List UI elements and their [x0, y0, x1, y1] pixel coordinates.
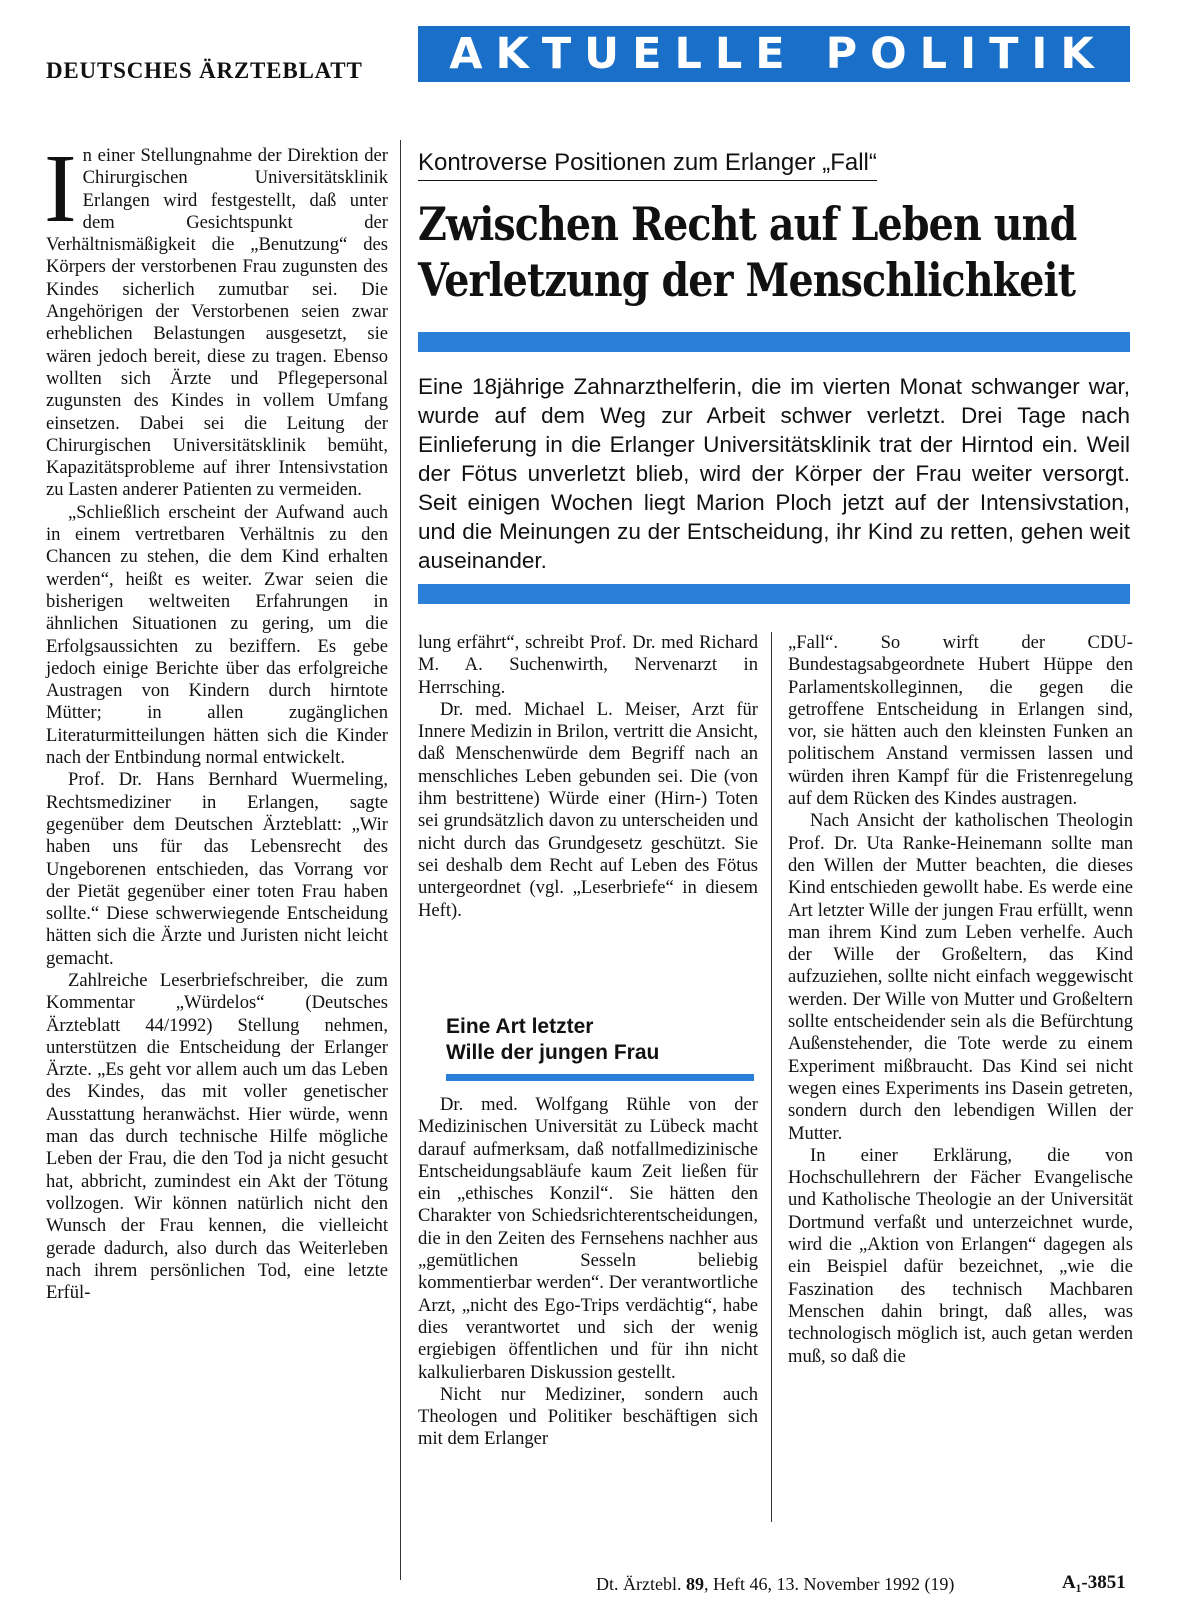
- headline-line: Verletzung der Menschlichkeit: [418, 253, 1076, 307]
- decorative-bar: [418, 332, 1130, 352]
- article-column-2-continued: [418, 1094, 758, 1451]
- decorative-bar: [418, 584, 1130, 604]
- subhead-line: Wille der jungen Frau: [446, 1041, 660, 1064]
- article-headline: [418, 196, 1140, 308]
- paragraph: Dr. med. Wolfgang Rühle von der Medizinischen Universität zu Lübeck macht darauf aufmerksam, daß notfallmedizinische Entscheidungsabläufe kaum Zeit ließen für ein „ethisches Konzil“. Sie hätten den Charakter von Schiedsrichterentscheidungen, die in den Zeiten des Fernsehens nachher aus „gemütlichen Sesseln beliebig kommentierbar werden“. Der verantwortliche Arzt, „nicht des Ego-Trips verdächtig“, habe dies verantwortet und sich der wenig ergiebigen öffentlichen und für ihn nicht kalkulierbaren Diskussion gestellt.: [418, 1094, 758, 1383]
- article-column-1: [44, 135, 388, 1304]
- article-column-3: [788, 632, 1133, 1368]
- citation-volume: 89: [685, 1574, 704, 1594]
- paragraph: „Fall“. So wirft der CDU-Bundestagsabgeordnete Hubert Hüppe den Parlamentskolleginnen, die gegen die getroffene Entscheidung in Erlangen sind, vor, sie hätten auch den kleinsten Funken an politischem Anstand vermissen lassen und würden ihren Kampf für die Fristenregelung auf dem Rücken des Kindes austragen.: [788, 632, 1133, 810]
- article-column-2: [418, 632, 758, 922]
- paragraph: Dr. med. Michael L. Meiser, Arzt für Innere Medizin in Brilon, vertritt die Ansicht, daß Menschenwürde dem Begriff nach an menschliches Leben gebunden sei. Die (von ihm bestrittene) Würde einer (Hirn-) Toten sei grundsätzlich davon zu unterscheiden und nicht durch das Grundgesetz geschützt. Sie sei deshalb dem Recht auf Leben des Fötus untergeordnet (vgl. „Leserbriefe“ in diesem Heft).: [418, 698, 758, 921]
- drop-cap: I: [44, 135, 77, 243]
- paragraph: In einer Stellungnahme der Direktion der Chirurgischen Universitätsklinik Erlangen wird festgestellt, daß unter dem Gesichtspunkt der Verhältnismäßigkeit die „Benutzung“ des Körpers der verstorbenen Frau zugunsten des Kindes sicherlich zumutbar sei. Die Angehörigen der Verstorbenen seien zwar erheblichen Belastungen ausgesetzt, sie wären jedoch bereit, diese zu tragen. Ebenso wollten sich Ärzte und Pflegepersonal zugunsten des Kindes in vollem Umfang einsetzen. Dabei sei die Leitung der Chirurgischen Universitätsklinik bemüht, Kapazitätsprobleme auf ihrer Intensivstation zu Lasten anderer Patienten zu vermeiden.: [44, 135, 388, 501]
- paragraph: „Schließlich erscheint der Aufwand auch in einem vertretbaren Verhältnis zu den Chancen zu stehen, die dem Kind erhalten werden“, heißt es weiter. Zwar seien die bisherigen weltweiten Erfahrungen in ähnlichen Situationen zu gering, um die Erfolgsaussichten zu beziffern. Es gebe jedoch einige Berichte über das erfolgreiche Austragen von Kindern durch hirntote Mütter; in allen zugänglichen Literaturmitteilungen hätten sich die Kinder nach der Entbindung normal entwickelt.: [46, 501, 388, 769]
- subhead-rule: [446, 1074, 754, 1081]
- subhead-line: Eine Art letzter: [446, 1015, 594, 1038]
- paragraph: Prof. Dr. Hans Bernhard Wuermeling, Rechtsmediziner in Erlangen, sagte gegenüber dem Deutschen Ärzteblatt: „Wir haben uns für das Lebensrecht des Ungeborenen entschieden, das Vorrang vor der Pietät gegenüber einer toten Frau haben sollte.“ Diese schwerwiegende Entscheidung hätten sich die Ärzte und Juristen nicht leicht gemacht.: [46, 769, 388, 969]
- headline-line: Zwischen Recht auf Leben und: [418, 197, 1077, 251]
- paragraph: Nach Ansicht der katholischen Theologin Prof. Dr. Uta Ranke-Heinemann sollte man den Willen der Mutter beachten, die dieses Kind entschieden gewollt habe. Es werde eine Art letzter Wille der jungen Frau erfüllt, wenn man ihrem Kind zum Leben verhelfe. Auch der Wille der Großeltern, das Kind aufzuziehen, sollte nicht einfach weggewischt werden. Der Wille von Mutter und Großeltern sollte entscheidender sein als die Befürchtung Außenstehender, die Tote werde zu einem Experiment mißbraucht. Das Kind sei nicht wegen eines Experiments ins Dasein getreten, sondern durch den lebendigen Willen der Mutter.: [788, 810, 1133, 1144]
- article-lead: Eine 18jährige Zahnarzthelferin, die im vierten Monat schwanger war, wurde auf dem Weg zur Arbeit schwer verletzt. Drei Tage nach Einlieferung in die Erlanger Universitätsklinik trat der Hirntod ein. Weil der Fötus unverletzt blieb, wird der Körper der Frau weiter versorgt. Seit einigen Wochen liegt Marion Ploch jetzt auf der Intensivstation, und die Meinungen zu der Entscheidung, ihr Kind zu retten, gehen weit auseinander.: [418, 374, 1130, 573]
- citation-rest: , Heft 46, 13. November 1992 (19): [703, 1574, 955, 1594]
- section-banner: AKTUELLE POLITIK: [418, 26, 1130, 82]
- citation-footer: [596, 1574, 954, 1595]
- paragraph: Nicht nur Mediziner, sondern auch Theologen und Politiker beschäftigen sich mit dem Erlanger: [418, 1383, 758, 1450]
- page-number: A₁-3851: [1062, 1572, 1126, 1593]
- paragraph: Zahlreiche Leserbriefschreiber, die zum Kommentar „Würdelos“ (Deutsches Ärzteblatt 44/1992) Stellung nehmen, unterstützen die Entscheidung der Erlanger Ärzte. „Es geht vor allem auch um das Leben des Kindes, das mit voller genetischer Ausstattung heranwächst. Hier würde, wenn man das durch technische Hilfe mögliche Leben der Frau, die den Tod ja nicht gesucht hat, abbricht, zumindest ein Akt der Tötung vollzogen. Wir können natürlich nicht den Wunsch der Frau kennen, die vielleicht gerade dadurch, also durch das Weiterleben nach ihrem persönlichen Tod, eine letzte Erfül-: [46, 969, 388, 1304]
- paragraph: lung erfährt“, schreibt Prof. Dr. med Richard M. A. Suchenwirth, Nervenarzt in Herrsching.: [418, 632, 758, 698]
- article-subhead: [446, 1014, 754, 1066]
- journal-name: DEUTSCHES ÄRZTEBLATT: [46, 58, 363, 83]
- citation-prefix: Dt. Ärztebl.: [596, 1574, 682, 1594]
- paragraph: In einer Erklärung, die von Hochschullehrern der Fächer Evangelische und Katholische Theologie an der Universität Dortmund verfaßt und unterzeichnet wurde, wird die „Aktion von Erlangen“ dagegen als ein Beispiel dafür bezeichnet, „wie die Faszination des technisch Machbaren Menschen dahin bringt, daß alles, was technologisch möglich ist, auch getan werden muß, so daß die: [788, 1144, 1133, 1367]
- column-divider: [771, 632, 772, 1522]
- article-kicker: Kontroverse Positionen zum Erlanger „Fall“: [418, 148, 877, 181]
- column-divider: [400, 140, 401, 1580]
